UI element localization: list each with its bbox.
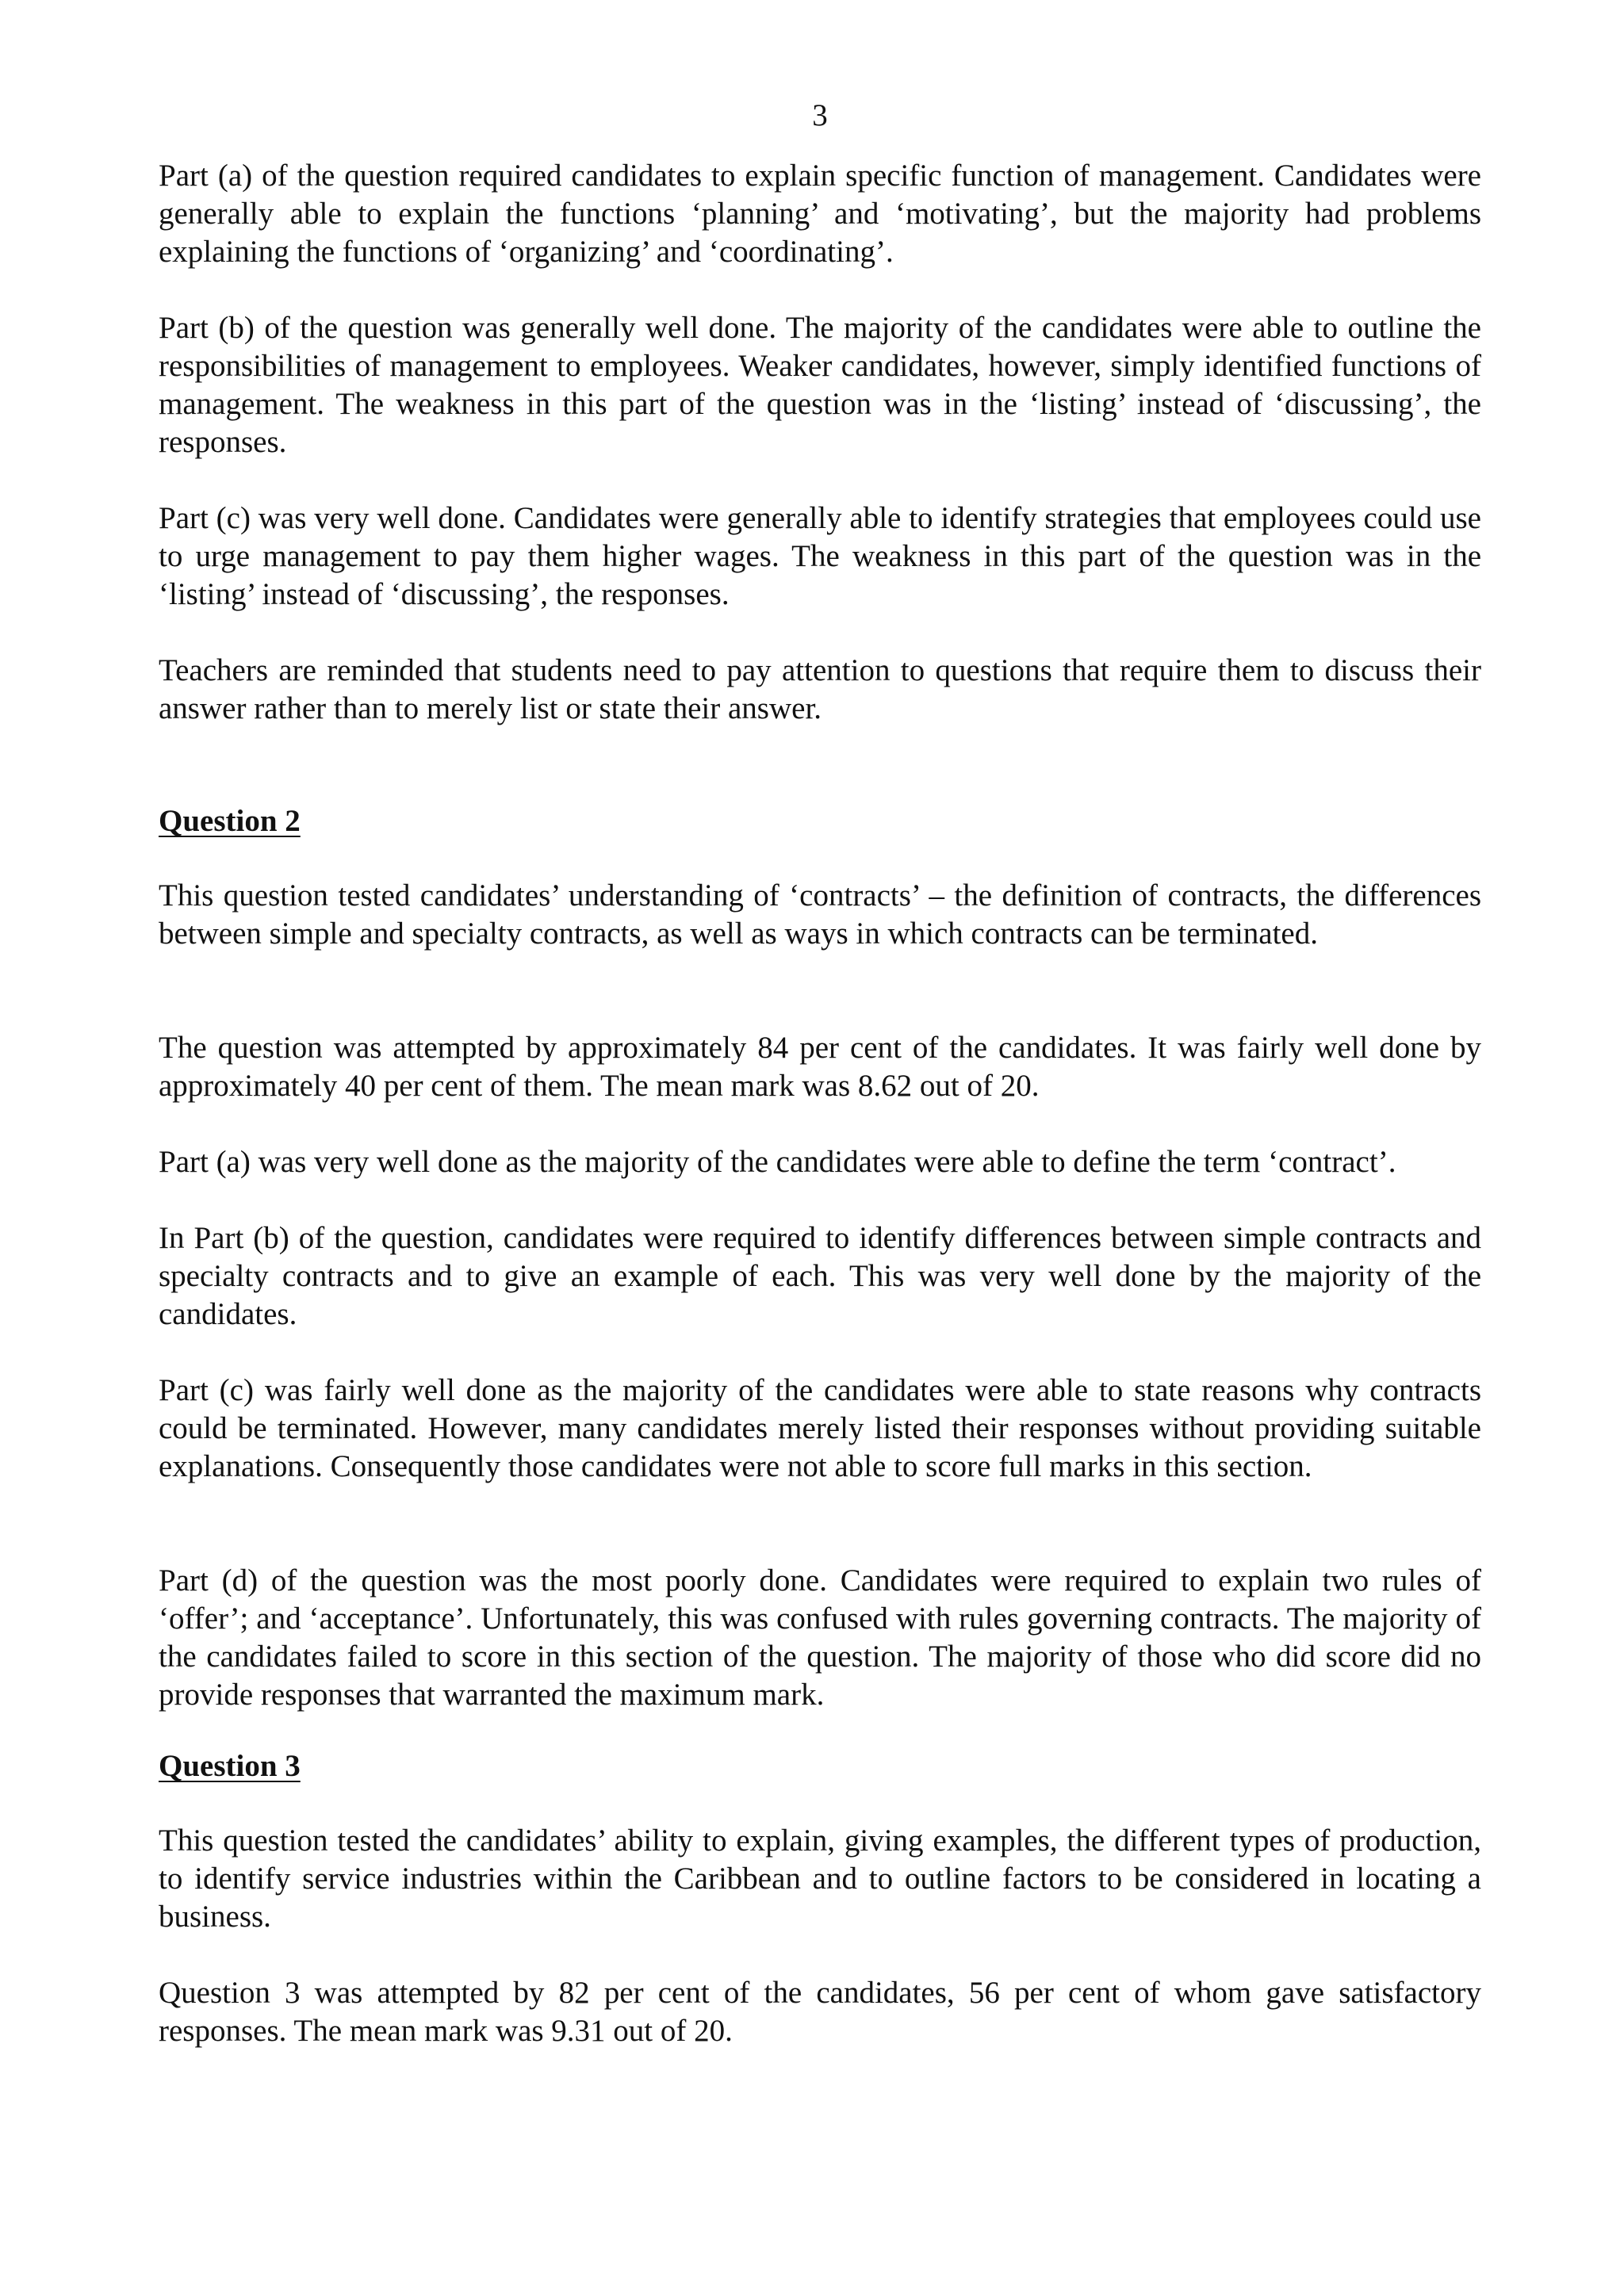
paragraph-part-a-management: Part (a) of the question required candidates to explain specific function of management. Candidates were generally able to explain the functions ‘planning’ and ‘motivating’, but the majority had problems explaining the functions of ‘organizing’ and ‘coordinating’. [159,159,1481,269]
paragraph-q2-part-c: Part (c) was fairly well done as the majority of the candidates were able to state reasons why contracts could be terminated. However, many candidates merely listed their responses without providing suitable explanations. Consequently those candidates were not able to score full marks in this section. [159,1373,1481,1483]
paragraph-part-c-strategies: Part (c) was very well done. Candidates were generally able to identify strategies that employees could use to urge management to pay them higher wages. The weakness in this part of the question was in the ‘listing’ instead of ‘discussing’, the responses. [159,501,1481,611]
paragraph-q2-intro: This question tested candidates’ understanding of ‘contracts’ – the definition of contracts, the differences between simple and specialty contracts, as well as ways in which contracts can be terminated. [159,878,1481,951]
paragraph-q2-part-d: Part (d) of the question was the most poorly done. Candidates were required to explain two rules of ‘offer’; and ‘acceptance’. Unfortunately, this was confused with rules governing contracts. The majority of the candidates failed to score in this section of the question. The majority of those who did score did no provide responses that warranted the maximum mark. [159,1563,1481,1712]
paragraph-part-b-responsibilities: Part (b) of the question was generally well done. The majority of the candidates were able to outline the responsibilities of management to employees. Weaker candidates, however, simply identified functions of management. The weakness in this part of the question was in the ‘listing’ instead of ‘discussing’, the responses. [159,311,1481,459]
page-number: 3 [812,98,828,132]
paragraph-q3-attempted: Question 3 was attempted by 82 per cent of the candidates, 56 per cent of whom gave satisfactory responses. The mean mark was 9.31 out of 20. [159,1976,1481,2048]
heading-question-2: Question 2 [159,804,301,838]
paragraph-q2-part-a: Part (a) was very well done as the majority of the candidates were able to define the term ‘contract’. [159,1145,1396,1179]
paragraph-q2-part-b: In Part (b) of the question, candidates were required to identify differences between simple contracts and specialty contracts and to give an example of each. This was very well done by the majority of the candidates. [159,1221,1481,1331]
paragraph-q3-intro: This question tested the candidates’ ability to explain, giving examples, the different types of production, to identify service industries within the Caribbean and to outline factors to be considered in locating a business. [159,1823,1481,1934]
paragraph-q2-attempted: The question was attempted by approximately 84 per cent of the candidates. It was fairly well done by approximately 40 per cent of them. The mean mark was 8.62 out of 20. [159,1031,1481,1103]
paragraph-teachers-reminder: Teachers are reminded that students need to pay attention to questions that require them to discuss their answer rather than to merely list or state their answer. [159,653,1481,725]
heading-question-3: Question 3 [159,1749,301,1783]
